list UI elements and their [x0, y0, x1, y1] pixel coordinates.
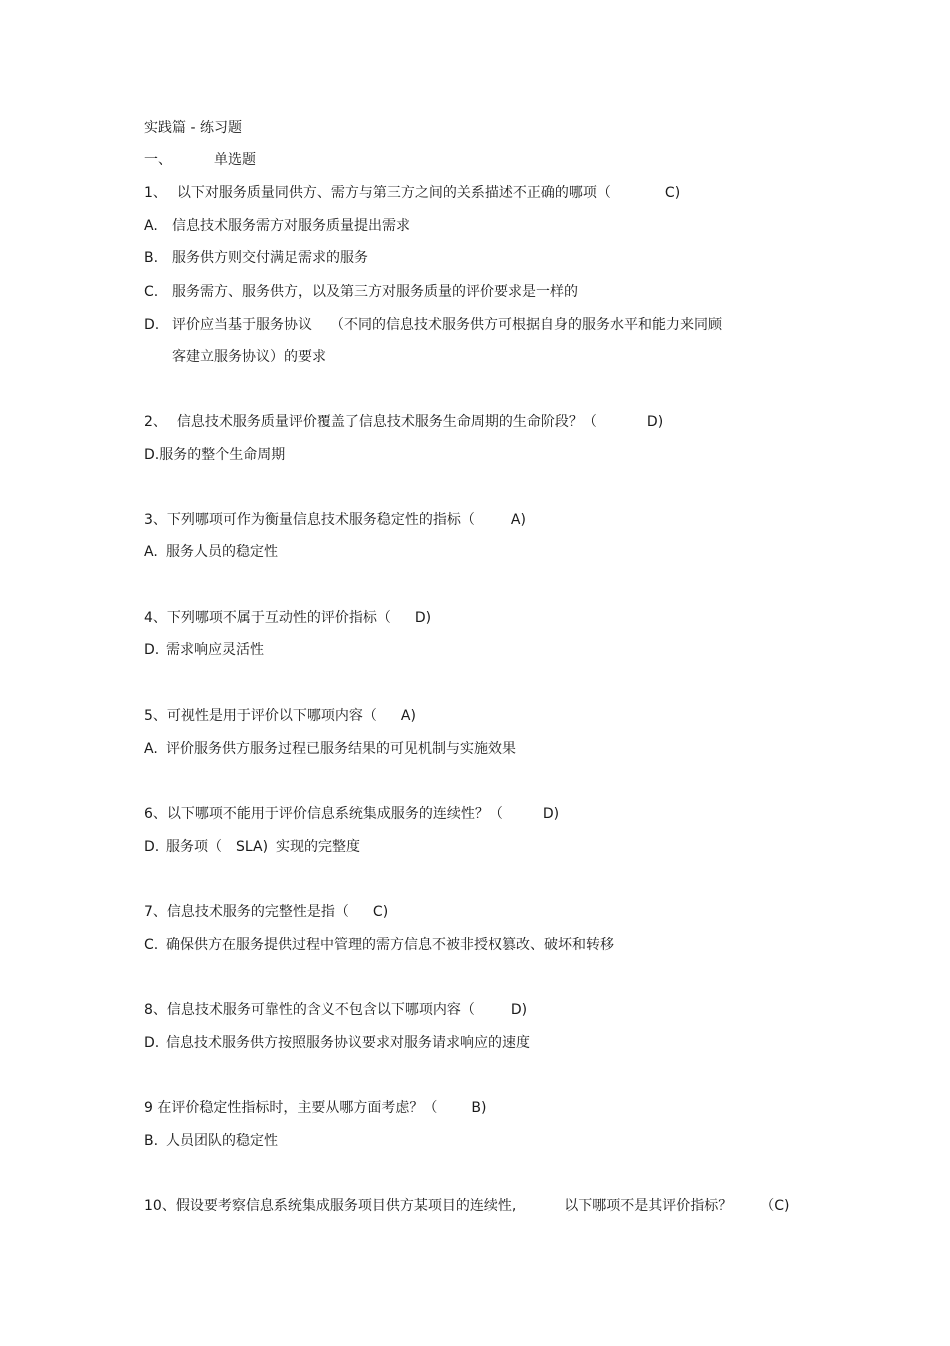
question-text: 9 在评价稳定性指标时，主要从哪方面考虑？（ [144, 1100, 438, 1116]
option-d: D. 评价应当基于服务协议 （不同的信息技术服务供方可根据自身的服务水平和能力来同顾 [144, 317, 722, 333]
question-number: 1、 [144, 185, 167, 201]
question-text-continued: 以下哪项不是其评价指标？ [564, 1198, 733, 1214]
question-9 [144, 1099, 486, 1117]
question-text: 6、以下哪项不能用于评价信息系统集成服务的连续性？（ [144, 806, 503, 822]
question-text: 5、可视性是用于评价以下哪项内容（ [144, 708, 377, 724]
question-text: 4、下列哪项不属于互动性的评价指标（ [144, 610, 391, 626]
answer: B) [471, 1100, 487, 1116]
answer: D) [542, 806, 560, 822]
question-text: 以下对服务质量同供方、需方与第三方之间的关系描述不正确的哪项（ [176, 185, 611, 201]
answer: C) [372, 904, 389, 920]
option-d-continued: 客建立服务协议）的要求 [172, 349, 326, 365]
option-c: C. 服务需方、服务供方，以及第三方对服务质量的评价要求是一样的 [144, 284, 578, 300]
question-text: 信息技术服务质量评价覆盖了信息技术服务生命周期的生命阶段？（ [176, 414, 597, 430]
answer-option: C. 确保供方在服务提供过程中管理的需方信息不被非授权篡改、破坏和转移 [144, 937, 614, 953]
answer-option: D.服务的整个生命周期 [144, 447, 286, 463]
option-a: A. 信息技术服务需方对服务质量提出需求 [144, 218, 410, 234]
answer-option: D. 信息技术服务供方按照服务协议要求对服务请求响应的速度 [144, 1035, 530, 1051]
question-text: 7、信息技术服务的完整性是指（ [144, 904, 349, 920]
question-4 [144, 609, 431, 627]
answer-option: A. 服务人员的稳定性 [144, 544, 278, 560]
answer: C) [664, 185, 681, 201]
answer-option: B. 人员团队的稳定性 [144, 1133, 278, 1149]
question-number: 2、 [144, 414, 167, 430]
answer: D) [510, 1002, 528, 1018]
question-5 [144, 707, 416, 725]
answer: A) [510, 512, 526, 528]
document-title: 实践篇 - 练习题 [144, 120, 242, 136]
answer: D) [414, 610, 432, 626]
option-b: B. 服务供方则交付满足需求的服务 [144, 250, 368, 266]
question-text: 3、下列哪项可作为衡量信息技术服务稳定性的指标（ [144, 512, 475, 528]
question-text: 8、信息技术服务可靠性的含义不包含以下哪项内容（ [144, 1002, 475, 1018]
answer-option: D. 需求响应灵活性 [144, 642, 264, 658]
question-8 [144, 1001, 527, 1019]
question-7 [144, 903, 388, 921]
answer: A) [400, 708, 416, 724]
answer: D) [646, 414, 664, 430]
question-10 [144, 1197, 790, 1215]
question-3 [144, 511, 526, 529]
question-2 [144, 413, 663, 431]
answer: （C) [760, 1198, 790, 1214]
section-label: 单选题 [214, 152, 256, 168]
question-6 [144, 805, 559, 823]
answer-option: D. 服务项（ SLA) 实现的完整度 [144, 839, 361, 855]
section-heading [144, 151, 256, 169]
question-1 [144, 184, 680, 202]
answer-option: A. 评价服务供方服务过程已服务结果的可见机制与实施效果 [144, 741, 516, 757]
question-text: 10、假设要考察信息系统集成服务项目供方某项目的连续性, [144, 1198, 517, 1214]
section-number: 一、 [144, 152, 172, 168]
